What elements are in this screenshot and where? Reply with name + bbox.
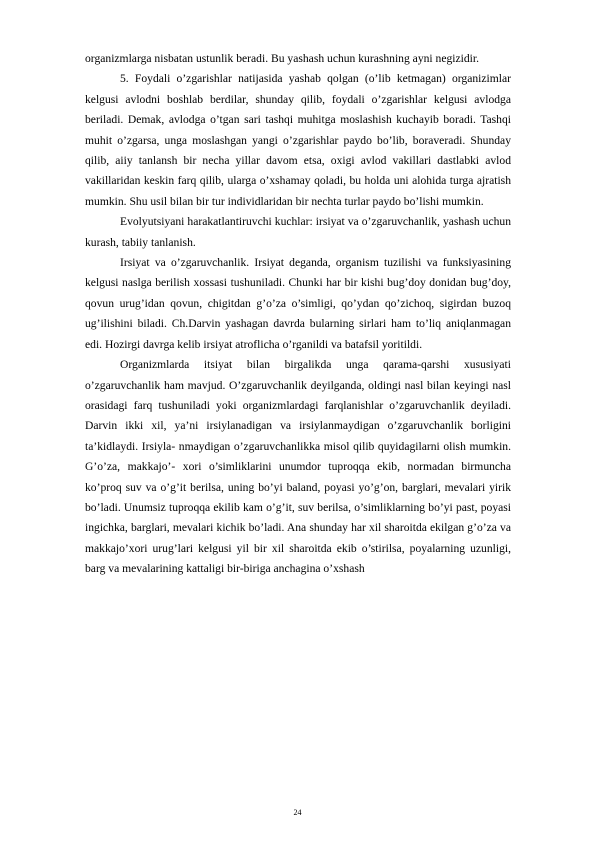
paragraph-1: organizmlarga nisbatan ustunlik beradi. Bu yashash uchun kurashning ayni negizidir. xyxy=(85,52,480,65)
document-body xyxy=(85,49,511,580)
paragraph-4: Irsiyat va o’zgaruvchanlik. Irsiyat deganda, organism tuzilishi va funksiyasining kelgusi naslga berilish xossasi tushuniladi. Chunki har bir kishi bug’doy donidan bug’doy, qovun urug’idan qovun, chigitdan g’o’za o’simligi, qo’ydan qo’zichoq, sigirdan buzoq ug’ilishini biladi. Ch.Darvin yashagan davrda bularning sirlari ham to’liq aniqlanmagan edi. Hozirgi davrga kelib irsiyat atroflicha o’rganildi va batafsil yoritildi. xyxy=(85,256,511,351)
page-number: 24 xyxy=(293,808,302,817)
paragraph-5: Organizmlarda itsiyat bilan birgalikda unga qarama-qarshi xususiyati o’zgaruvchanlik ham mavjud. O’zgaruvchanlik deyilganda, oldingi nasl bilan keyingi nasl orasidagi farq tushuniladi yoki organizmlardagi farqlanishlar o’zgaruvchanlik deyiladi. Darvin ikki xil, ya’ni irsiylanadigan va irsiylanmaydigan o’zgaruvchanlik borligini ta’kidlaydi. Irsiyla- nmaydigan o’zgaruvchanlikka misol qilib quyidagilarni olish mumkin. G’o’za, makkajo’- xori o’simliklarini unumdor tuproqqa ekib, normadan birmuncha ko’proq suv va o’g’it berilsa, uning bo’yi baland, poyasi yo’g’on, barglari, mevalari yirik bo’ladi. Unumsiz tuproqqa ekilib kam o’g’it, suv berilsa, o’simliklarning bo’yi past, poyasi ingichka, barglari, mevalari kichik bo’ladi. Ana shunday har xil sharoitda ekilgan g’o’za va makkajo’xori urug’lari kelgusi yil bir xil sharoitda ekib o’stirilsa, poyalarning uzunligi, barg va mevalarining kattaligi bir-biriga anchagina o’xshash xyxy=(85,358,511,576)
paragraph-2: 5. Foydali o’zgarishlar natijasida yashab qolgan (o’lib ketmagan) organizimlar kelgusi avlodni boshlab berdilar, shunday qilib, foydali o’zgarishlar kelgusi avlodga beriladi. Demak, avlodga o’tgan sari tashqi muhitga moslashish kuchayib boradi. Tashqi muhit o’zgarsa, unga moslashgan yangi o’zgarishlar paydo bo’lib, boraveradi. Shunday qilib, aiiy tanlansh bir necha yillar davom etsa, oxigi avlod vakillari dastlabki avlod vakillaridan keskin farq qilib, ularga o’xshamay qoladi, bu holda uni alohida turga ajratish mumkin. Shu usil bilan bir tur individlaridan bir nechta turlar paydo bo’lishi mumkin. xyxy=(85,72,511,208)
paragraph-3: Evolyutsiyani harakatlantiruvchi kuchlar: irsiyat va o’zgaruvchanlik, yashash uchun kurash, tabiiy tanlanish. xyxy=(85,215,511,249)
